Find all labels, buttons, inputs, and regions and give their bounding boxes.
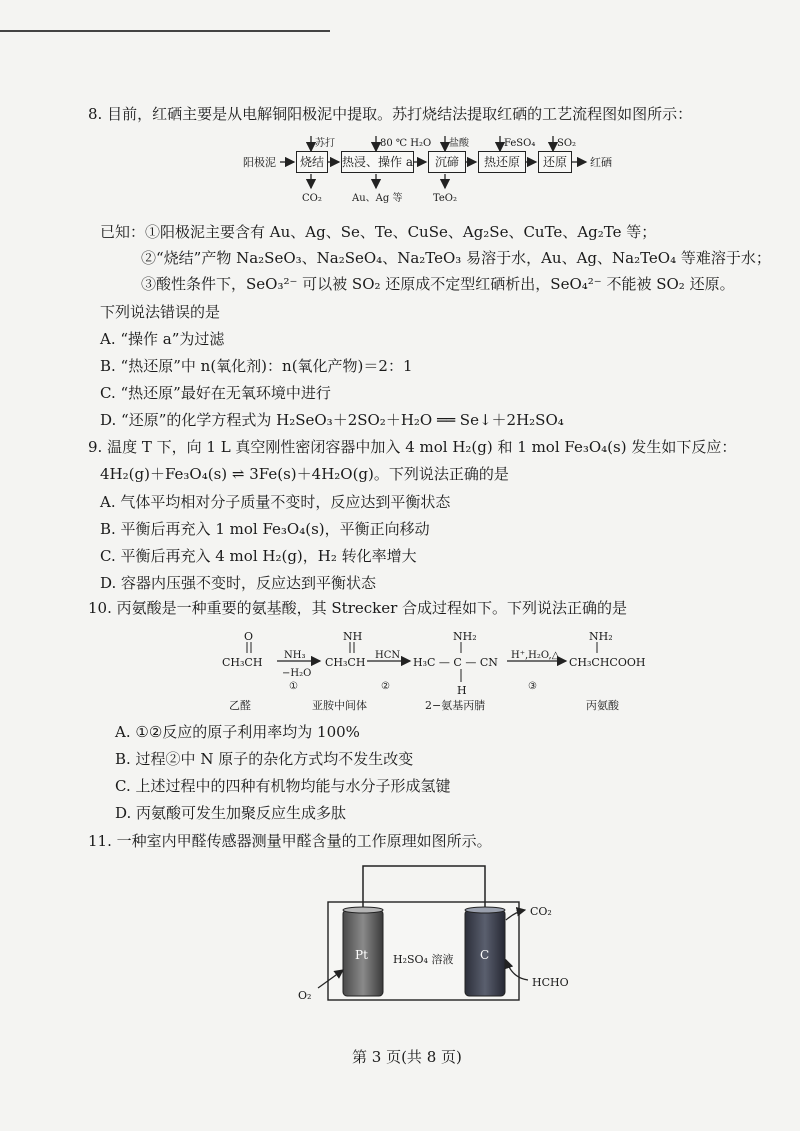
- m2-top: NH: [343, 630, 363, 643]
- q10-option-c: C. 上述过程中的四种有机物均能与水分子形成氢键: [115, 777, 451, 795]
- q10-option-d: D. 丙氨酸可发生加聚反应生成多肽: [115, 804, 347, 822]
- a2-reagent: HCN: [375, 650, 401, 661]
- q8-known-3: ③酸性条件下，SeO₃²⁻ 可以被 SO₂ 还原成不定型红硒析出，SeO₄²⁻ 不能被 SO₂ 还原。: [141, 275, 735, 293]
- flow-input-2: 80 ℃ H₂O: [380, 138, 432, 149]
- m3-bottom-h: H: [457, 684, 467, 697]
- flow-output-1: CO₂: [302, 193, 322, 204]
- a2-step-num: ②: [381, 681, 390, 692]
- q8-known-1: 已知：①阳极泥主要含有 Au、Ag、Se、Te、CuSe、Ag₂Se、CuTe、Ag₂Te 等；: [100, 223, 657, 241]
- m3-top: NH₂: [453, 630, 477, 643]
- c-label: C: [480, 948, 490, 962]
- q11-stem: 11. 一种室内甲醛传感器测量甲醛含量的工作原理如图所示。: [88, 832, 492, 850]
- flow-input-5: SO₂: [557, 138, 577, 149]
- name-aminopropionitrile: 2−氨基丙腈: [425, 699, 486, 712]
- flow-output-3: TeO₂: [433, 193, 458, 204]
- a3-reagent: H⁺,H₂O,△: [511, 650, 560, 661]
- o2-label: O₂: [298, 989, 312, 1002]
- q9-option-a: A. 气体平均相对分子质量不变时，反应达到平衡状态: [100, 493, 451, 511]
- a3-step-num: ③: [528, 681, 537, 692]
- m4-top: NH₂: [589, 630, 613, 643]
- q8-stem: 8. 目前，红硒主要是从电解铜阳极泥中提取。苏打烧结法提取红硒的工艺流程图如图所示：: [88, 105, 693, 123]
- m3-aminopropionitrile: H₃C — C — CN: [413, 656, 498, 669]
- flow-end: 红硒: [590, 156, 612, 169]
- q9-equation: 4H₂(g)＋Fe₃O₄(s) ⇌ 3Fe(s)＋4H₂O(g)。下列说法正确的是: [100, 465, 509, 483]
- a1-step-num: ①: [289, 681, 298, 692]
- q10-stem: 10. 丙氨酸是一种重要的氨基酸，其 Strecker 合成过程如下。下列说法正确的是: [88, 599, 628, 617]
- name-alanine: 丙氨酸: [586, 699, 619, 712]
- page-number: 第 3 页(共 8 页): [352, 1048, 462, 1066]
- m1-top: O: [244, 630, 254, 643]
- m2-imine: CH₃CH: [325, 656, 366, 669]
- flow-step-1: 烧结: [296, 151, 328, 173]
- q8-ask: 下列说法错误的是: [100, 303, 221, 321]
- a1-byproduct: −H₂O: [282, 668, 312, 679]
- m4-alanine: CH₃CHCOOH: [569, 656, 646, 669]
- flow-step-3: 沉碲: [428, 151, 466, 173]
- co2-label: CO₂: [530, 905, 552, 918]
- q9-option-b: B. 平衡后再充入 1 mol Fe₃O₄(s)，平衡正向移动: [100, 520, 430, 538]
- q10-option-a: A. ①②反应的原子利用率均为 100%: [115, 723, 360, 741]
- flow-step-4: 热还原: [478, 151, 526, 173]
- q8-known-2: ②“烧结”产物 Na₂SeO₃、Na₂SeO₄、Na₂TeO₃ 易溶于水，Au、Ag、Na₂TeO₄ 等难溶于水；: [141, 249, 771, 267]
- flow-input-4: FeSO₄: [504, 138, 536, 149]
- m1-acetaldehyde: CH₃CH: [222, 656, 263, 669]
- q9-option-c: C. 平衡后再充入 4 mol H₂(g)，H₂ 转化率增大: [100, 547, 417, 565]
- a1-reagent: NH₃: [284, 650, 306, 661]
- solution-label: H₂SO₄ 溶液: [393, 953, 454, 966]
- flow-input-3: 盐酸: [449, 138, 469, 149]
- name-imine: 亚胺中间体: [312, 699, 367, 712]
- flow-step-2: 热浸、操作 a: [341, 151, 414, 173]
- flow-start: 阳极泥: [243, 156, 276, 169]
- hcho-label: HCHO: [532, 976, 569, 989]
- q8-option-b: B. “热还原”中 n(氧化剂)：n(氧化产物)＝2：1: [100, 357, 413, 375]
- q8-option-a: A. “操作 a”为过滤: [100, 330, 225, 348]
- flow-input-1: 苏打: [315, 138, 335, 149]
- q10-option-b: B. 过程②中 N 原子的杂化方式均不发生改变: [115, 750, 414, 768]
- q9-option-d: D. 容器内压强不变时，反应达到平衡状态: [100, 574, 377, 592]
- q8-option-d: D. “还原”的化学方程式为 H₂SeO₃＋2SO₂＋H₂O ══ Se↓＋2H₂SO₄: [100, 411, 564, 429]
- name-acetaldehyde: 乙醛: [229, 699, 251, 712]
- q8-option-c: C. “热还原”最好在无氧环境中进行: [100, 384, 331, 402]
- flow-step-5: 还原: [538, 151, 572, 173]
- q9-stem: 9. 温度 T 下，向 1 L 真空刚性密闭容器中加入 4 mol H₂(g) 和 1 mol Fe₃O₄(s) 发生如下反应：: [88, 438, 737, 456]
- pt-label: Pt: [355, 948, 368, 962]
- flow-output-2: Au、Ag 等: [352, 193, 403, 204]
